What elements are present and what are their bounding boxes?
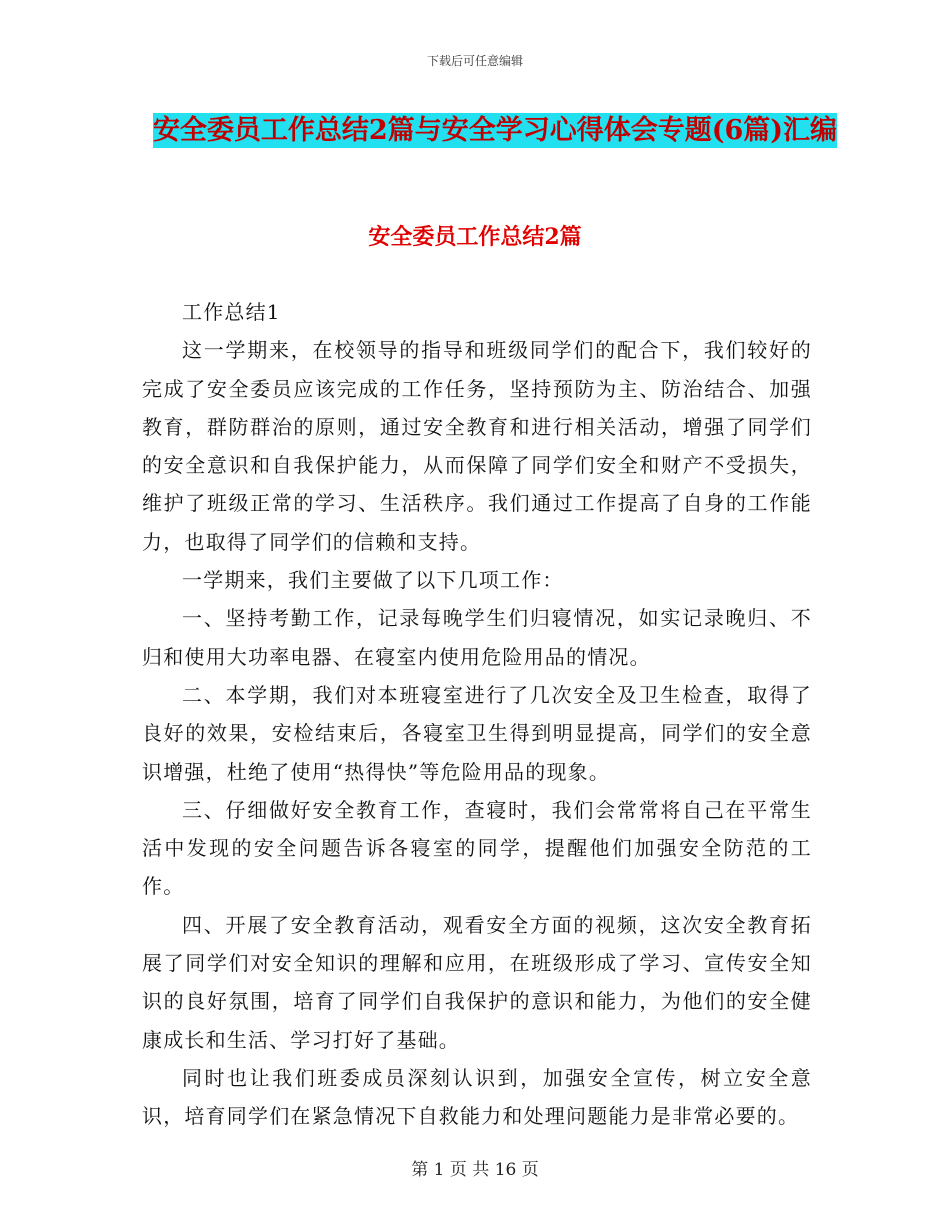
- paragraph: 一、坚持考勤工作，记录每晚学生们归寝情况，如实记录晚归、不归和使用大功率电器、在寝室内使用危险用品的情况。: [142, 606, 812, 669]
- document-title-text: 安全委员工作总结2篇与安全学习心得体会专题(6篇)汇编: [152, 115, 838, 146]
- paragraph: 二、本学期，我们对本班寝室进行了几次安全及卫生检查，取得了良好的效果，安检结束后，各寝室卫生得到明显提高，同学们的安全意识增强，杜绝了使用“热得快”等危险用品的现象。: [142, 682, 812, 784]
- paragraph: 工作总结1: [182, 300, 281, 324]
- page-footer: 第 1 页 共 16 页: [411, 1160, 539, 1180]
- paragraph: 这一学期来，在校领导的指导和班级同学们的配合下，我们较好的完成了安全委员应该完成的工作任务，坚持预防为主、防治结合、加强教育，群防群治的原则，通过安全教育和进行相关活动，增强了同学们的安全意识和自我保护能力，从而保障了同学们安全和财产不受损失，维护了班级正常的学习、生活秩序。我们通过工作提高了自身的工作能力，也取得了同学们的信赖和支持。: [142, 338, 812, 554]
- document-title: [140, 108, 850, 154]
- paragraph: 一学期来，我们主要做了以下几项工作：: [182, 568, 564, 593]
- document-body: [142, 293, 812, 1136]
- paragraph: 同时也让我们班委成员深刻认识到，加强安全宣传，树立安全意识，培育同学们在紧急情况下自救能力和处理问题能力是非常必要的。: [142, 1065, 812, 1129]
- header-note: 下载后可任意编辑: [426, 54, 523, 68]
- paragraph: 四、开展了安全教育活动，观看安全方面的视频，这次安全教育拓展了同学们对安全知识的理解和应用，在班级形成了学习、宣传安全知识的良好氛围，培育了同学们自我保护的意识和能力，为他们的安全健康成长和生活、学习打好了基础。: [142, 912, 812, 1052]
- section-title: 安全委员工作总结2篇: [368, 224, 582, 250]
- paragraph: 三、仔细做好安全教育工作，查寝时，我们会常常将自己在平常生活中发现的安全问题告诉各寝室的同学，提醒他们加强安全防范的工作。: [142, 797, 812, 899]
